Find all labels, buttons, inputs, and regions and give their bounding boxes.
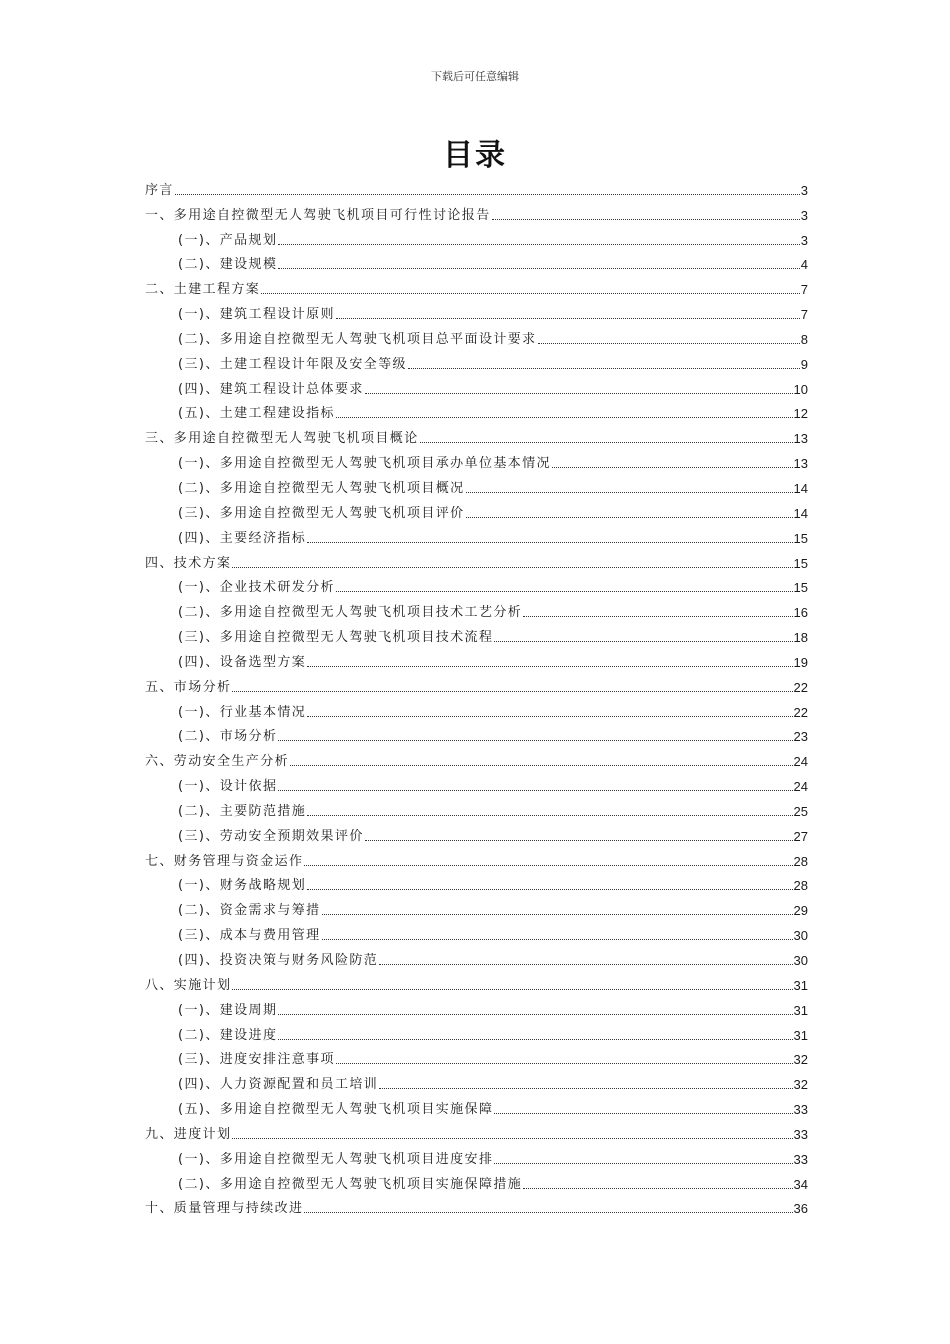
toc-dot-leader <box>175 194 800 195</box>
toc-dot-leader <box>336 417 793 418</box>
toc-entry-page-number: 4 <box>800 257 808 273</box>
toc-entry-label: 十、质量管理与持续改进 <box>145 1201 304 1217</box>
toc-entry[interactable] <box>145 771 808 796</box>
toc-entry-page-number: 31 <box>793 977 808 993</box>
toc-dot-leader <box>552 467 793 468</box>
toc-entry[interactable] <box>145 274 808 299</box>
toc-entry-page-number: 14 <box>793 505 808 521</box>
toc-entry[interactable] <box>145 871 808 896</box>
toc-entry-page-number: 7 <box>800 282 808 298</box>
toc-dot-leader <box>278 740 792 741</box>
toc-entry-label: (三)、成本与费用管理 <box>178 928 321 944</box>
toc-entry-page-number: 32 <box>793 1077 808 1093</box>
toc-entry-label: (二)、多用途自控微型无人驾驶飞机项目概况 <box>178 480 465 496</box>
toc-entry[interactable] <box>145 225 808 250</box>
toc-entry-page-number: 14 <box>793 480 808 496</box>
toc-dot-leader <box>307 815 792 816</box>
toc-entry-label: (二)、资金需求与筹措 <box>178 903 321 919</box>
toc-entry[interactable] <box>145 697 808 722</box>
toc-entry[interactable] <box>145 423 808 448</box>
toc-entry-label: (一)、建筑工程设计原则 <box>178 307 335 323</box>
toc-entry-page-number: 25 <box>793 803 808 819</box>
toc-dot-leader <box>304 865 792 866</box>
table-of-contents <box>145 175 808 1218</box>
toc-entry-label: (二)、主要防范措施 <box>178 803 307 819</box>
toc-entry-page-number: 13 <box>793 431 808 447</box>
toc-entry-page-number: 29 <box>793 903 808 919</box>
toc-entry-page-number: 10 <box>793 381 808 397</box>
toc-entry-label: (四)、主要经济指标 <box>178 530 307 546</box>
toc-entry-page-number: 3 <box>800 232 808 248</box>
toc-entry[interactable] <box>145 1119 808 1144</box>
toc-dot-leader <box>538 343 800 344</box>
toc-dot-leader <box>523 616 792 617</box>
toc-entry-label: (一)、行业基本情况 <box>178 704 307 720</box>
toc-entry-label: (二)、多用途自控微型无人驾驶飞机项目实施保障措施 <box>178 1176 523 1192</box>
toc-entry-page-number: 22 <box>793 679 808 695</box>
toc-entry-page-number: 9 <box>800 356 808 372</box>
toc-entry[interactable] <box>145 970 808 995</box>
toc-dot-leader <box>278 244 799 245</box>
toc-dot-leader <box>322 939 793 940</box>
toc-dot-leader <box>307 716 792 717</box>
toc-entry-label: (五)、多用途自控微型无人驾驶飞机项目实施保障 <box>178 1102 494 1118</box>
toc-entry-page-number: 27 <box>793 828 808 844</box>
toc-entry-label: (二)、建设进度 <box>178 1027 278 1043</box>
toc-dot-leader <box>278 1014 792 1015</box>
toc-entry[interactable] <box>145 573 808 598</box>
toc-entry-page-number: 28 <box>793 878 808 894</box>
toc-entry-page-number: 34 <box>793 1176 808 1192</box>
toc-entry[interactable] <box>145 399 808 424</box>
toc-entry[interactable] <box>145 1020 808 1045</box>
toc-dot-leader <box>408 368 800 369</box>
toc-dot-leader <box>307 889 792 890</box>
toc-entry[interactable] <box>145 349 808 374</box>
toc-entry-label: (四)、设备选型方案 <box>178 654 307 670</box>
toc-dot-leader <box>494 641 792 642</box>
toc-dot-leader <box>278 268 799 269</box>
toc-entry[interactable] <box>145 324 808 349</box>
toc-entry[interactable] <box>145 647 808 672</box>
toc-entry-page-number: 33 <box>793 1102 808 1118</box>
toc-dot-leader <box>278 790 792 791</box>
toc-dot-leader <box>379 1088 792 1089</box>
toc-dot-leader <box>336 318 800 319</box>
toc-dot-leader <box>466 492 793 493</box>
toc-dot-leader <box>307 666 792 667</box>
toc-dot-leader <box>420 442 793 443</box>
toc-entry-label: (四)、投资决策与财务风险防范 <box>178 953 379 968</box>
toc-entry-label: (四)、建筑工程设计总体要求 <box>178 381 364 397</box>
toc-entry[interactable] <box>145 1045 808 1070</box>
toc-entry-page-number: 30 <box>793 953 808 968</box>
toc-entry-page-number: 3 <box>800 207 808 223</box>
toc-entry-label: 八、实施计划 <box>145 977 232 993</box>
toc-dot-leader <box>365 840 793 841</box>
toc-entry[interactable] <box>145 920 808 945</box>
toc-entry-label: (五)、土建工程建设指标 <box>178 406 335 422</box>
header-note: 下载后可任意编辑 <box>431 70 519 83</box>
toc-entry[interactable] <box>145 175 808 200</box>
toc-entry-label: (三)、进度安排注意事项 <box>178 1052 335 1068</box>
toc-entry[interactable] <box>145 846 808 871</box>
toc-entry-label: (一)、财务战略规划 <box>178 878 307 894</box>
toc-dot-leader <box>379 964 792 965</box>
toc-entry[interactable] <box>145 448 808 473</box>
toc-dot-leader <box>290 765 793 766</box>
toc-entry-page-number: 3 <box>800 182 808 198</box>
toc-entry-label: (四)、人力资源配置和员工培训 <box>178 1077 379 1093</box>
toc-entry[interactable] <box>145 200 808 225</box>
toc-entry-page-number: 33 <box>793 1151 808 1167</box>
toc-entry[interactable] <box>145 895 808 920</box>
toc-entry-label: (一)、产品规划 <box>178 232 278 248</box>
toc-entry[interactable] <box>145 299 808 324</box>
toc-entry[interactable] <box>145 374 808 399</box>
toc-entry[interactable] <box>145 523 808 548</box>
toc-entry-label: 六、劳动安全生产分析 <box>145 754 290 770</box>
page-title: 目录 <box>443 138 507 173</box>
toc-entry-label: 四、技术方案 <box>145 555 232 571</box>
toc-entry-label: (一)、设计依据 <box>178 779 278 795</box>
toc-entry-page-number: 18 <box>793 630 808 646</box>
toc-entry-page-number: 32 <box>793 1052 808 1068</box>
toc-entry-label: (二)、多用途自控微型无人驾驶飞机项目总平面设计要求 <box>178 331 537 347</box>
toc-entry[interactable] <box>145 945 808 970</box>
toc-dot-leader <box>232 1138 792 1139</box>
toc-entry-label: (三)、多用途自控微型无人驾驶飞机项目评价 <box>178 505 465 521</box>
toc-entry-page-number: 15 <box>793 530 808 546</box>
toc-entry-page-number: 7 <box>800 307 808 323</box>
toc-dot-leader <box>278 1039 792 1040</box>
toc-entry-page-number: 16 <box>793 605 808 621</box>
toc-entry[interactable] <box>145 250 808 275</box>
toc-dot-leader <box>232 691 792 692</box>
toc-entry-page-number: 31 <box>793 1002 808 1018</box>
toc-dot-leader <box>494 1163 792 1164</box>
toc-entry-label: (一)、多用途自控微型无人驾驶飞机项目进度安排 <box>178 1151 494 1167</box>
toc-dot-leader <box>261 293 800 294</box>
toc-entry[interactable] <box>145 995 808 1020</box>
toc-dot-leader <box>494 1113 792 1114</box>
toc-dot-leader <box>492 219 800 220</box>
toc-entry-page-number: 30 <box>793 928 808 944</box>
toc-entry-page-number: 8 <box>800 331 808 347</box>
toc-entry-page-number: 36 <box>793 1201 808 1217</box>
toc-entry-label: 一、多用途自控微型无人驾驶飞机项目可行性讨论报告 <box>145 207 491 223</box>
toc-entry[interactable] <box>145 722 808 747</box>
toc-entry-label: (二)、建设规模 <box>178 257 278 273</box>
toc-entry[interactable] <box>145 672 808 697</box>
toc-entry[interactable] <box>145 746 808 771</box>
toc-entry-page-number: 15 <box>793 555 808 571</box>
toc-entry[interactable] <box>145 821 808 846</box>
toc-entry[interactable] <box>145 622 808 647</box>
toc-entry-label: (三)、多用途自控微型无人驾驶飞机项目技术流程 <box>178 630 494 646</box>
toc-dot-leader <box>307 542 792 543</box>
toc-dot-leader <box>466 517 793 518</box>
toc-entry-page-number: 23 <box>793 729 808 745</box>
toc-entry-label: (一)、多用途自控微型无人驾驶飞机项目承办单位基本情况 <box>178 456 551 472</box>
toc-entry-page-number: 13 <box>793 456 808 472</box>
toc-entry-page-number: 28 <box>793 853 808 869</box>
toc-entry-page-number: 15 <box>793 580 808 596</box>
toc-entry[interactable] <box>145 548 808 573</box>
toc-entry-label: (一)、建设周期 <box>178 1002 278 1018</box>
toc-entry-page-number: 33 <box>793 1126 808 1142</box>
toc-entry-label: 三、多用途自控微型无人驾驶飞机项目概论 <box>145 431 419 447</box>
toc-entry[interactable] <box>145 1069 808 1094</box>
toc-entry-label: (一)、企业技术研发分析 <box>178 580 335 596</box>
toc-dot-leader <box>304 1212 792 1213</box>
toc-entry-label: (二)、市场分析 <box>178 729 278 745</box>
toc-dot-leader <box>523 1188 792 1189</box>
toc-entry-page-number: 19 <box>793 654 808 670</box>
toc-dot-leader <box>232 989 792 990</box>
toc-entry-page-number: 22 <box>793 704 808 720</box>
toc-entry-label: 九、进度计划 <box>145 1126 232 1142</box>
toc-entry-page-number: 31 <box>793 1027 808 1043</box>
toc-dot-leader <box>322 914 793 915</box>
toc-entry-label: 七、财务管理与资金运作 <box>145 853 304 869</box>
toc-entry-page-number: 12 <box>793 406 808 422</box>
toc-entry-label: (三)、土建工程设计年限及安全等级 <box>178 356 407 372</box>
toc-entry[interactable] <box>145 1194 808 1219</box>
toc-entry-page-number: 24 <box>793 779 808 795</box>
toc-entry[interactable] <box>145 1144 808 1169</box>
toc-dot-leader <box>232 567 792 568</box>
toc-entry-label: (二)、多用途自控微型无人驾驶飞机项目技术工艺分析 <box>178 605 523 621</box>
toc-entry-label: 二、土建工程方案 <box>145 282 261 298</box>
toc-entry[interactable] <box>145 796 808 821</box>
toc-entry[interactable] <box>145 473 808 498</box>
toc-entry-label: (三)、劳动安全预期效果评价 <box>178 828 364 844</box>
toc-dot-leader <box>336 1063 793 1064</box>
toc-entry-label: 序言 <box>145 182 174 198</box>
toc-entry[interactable] <box>145 597 808 622</box>
toc-entry[interactable] <box>145 1169 808 1194</box>
toc-entry-label: 五、市场分析 <box>145 679 232 695</box>
toc-dot-leader <box>336 591 793 592</box>
toc-entry-page-number: 24 <box>793 754 808 770</box>
toc-entry[interactable] <box>145 498 808 523</box>
toc-dot-leader <box>365 393 793 394</box>
toc-entry[interactable] <box>145 1094 808 1119</box>
